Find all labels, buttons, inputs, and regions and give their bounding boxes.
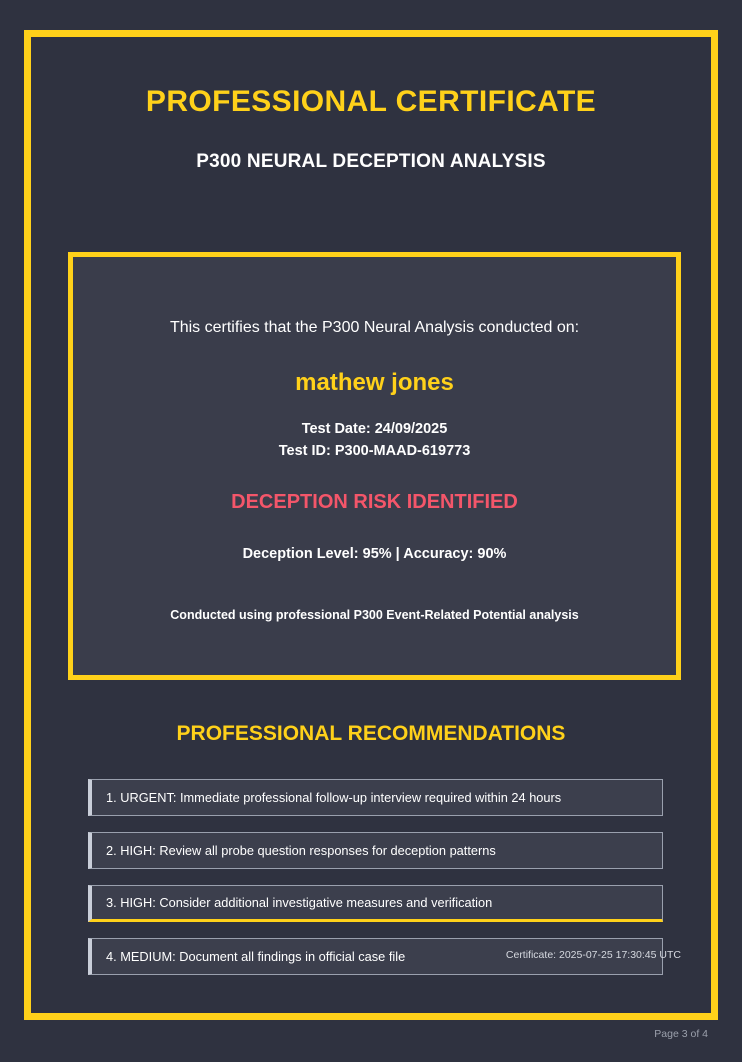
- list-item: 2. HIGH: Review all probe question responses for deception patterns: [88, 832, 663, 869]
- page-title: PROFESSIONAL CERTIFICATE: [145, 85, 597, 118]
- certifies-line: This certifies that the P300 Neural Analysis conducted on:: [169, 319, 580, 336]
- list-item: 4. MEDIUM: Document all findings in official case file: [88, 938, 663, 975]
- page-number: Page 3 of 4: [654, 1028, 708, 1040]
- deception-levels: Deception Level: 95% | Accuracy: 90%: [242, 546, 507, 562]
- list-item: 3. HIGH: Consider additional investigative measures and verification: [88, 885, 663, 922]
- certificate-details-panel: [68, 252, 681, 680]
- list-item: 1. URGENT: Immediate professional follow-up interview required within 24 hours: [88, 779, 663, 816]
- test-date: Test Date: 24/09/2025: [301, 421, 448, 437]
- status-badge: DECEPTION RISK IDENTIFIED: [231, 491, 518, 513]
- test-id: Test ID: P300-MAAD-619773: [278, 443, 471, 459]
- page-subtitle: P300 NEURAL DECEPTION ANALYSIS: [196, 151, 546, 172]
- certificate-frame: [24, 30, 718, 1020]
- recommendations-heading: PROFESSIONAL RECOMMENDATIONS: [176, 722, 566, 745]
- certificate-timestamp: Certificate: 2025-07-25 17:30:45 UTC: [505, 949, 681, 961]
- methodology-note: Conducted using professional P300 Event-Related Potential analysis: [170, 608, 579, 622]
- subject-name: mathew jones: [295, 369, 454, 396]
